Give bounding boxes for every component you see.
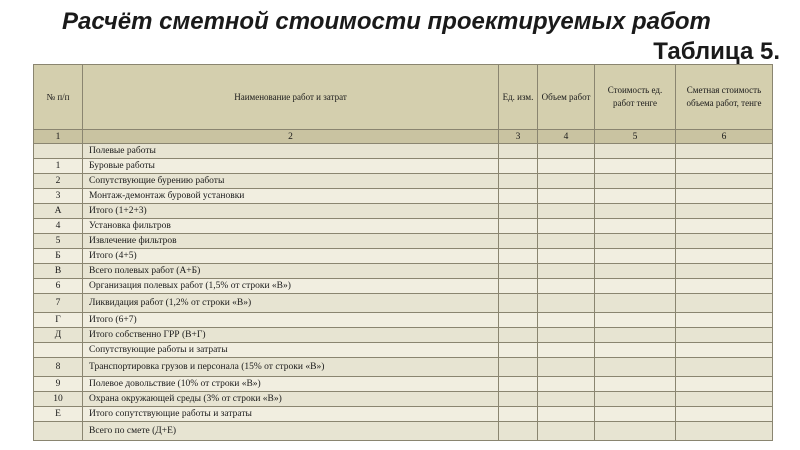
table-row [34,313,773,328]
table-row [34,343,773,358]
cell-unit-cost [595,159,676,174]
cell-volume [538,219,595,234]
cell-volume [538,279,595,294]
cell-estimated-cost [676,144,773,159]
cell-unit [499,249,538,264]
row-number: 3 [34,189,83,204]
cell-volume [538,144,595,159]
cell-unit-cost [595,279,676,294]
row-name: Монтаж-демонтаж буровой установки [83,189,499,204]
cell-unit-cost [595,234,676,249]
cell-volume [538,328,595,343]
cell-unit [499,422,538,441]
cell-estimated-cost [676,422,773,441]
cell-volume [538,159,595,174]
cell-estimated-cost [676,358,773,377]
cell-estimated-cost [676,219,773,234]
row-name: Итого сопутствующие работы и затраты [83,407,499,422]
row-name: Ликвидация работ (1,2% от строки «В») [83,294,499,313]
row-number: А [34,204,83,219]
row-number: Б [34,249,83,264]
row-name: Транспортировка грузов и персонала (15% от строки «В») [83,358,499,377]
cell-unit [499,219,538,234]
cell-unit-cost [595,343,676,358]
table-row [34,422,773,441]
cell-unit [499,294,538,313]
cell-estimated-cost [676,328,773,343]
row-number: 10 [34,392,83,407]
cell-unit [499,407,538,422]
column-number: 3 [499,130,538,144]
cell-estimated-cost [676,234,773,249]
row-number: 1 [34,159,83,174]
table-row [34,294,773,313]
cell-unit-cost [595,392,676,407]
table-row [34,249,773,264]
cell-unit-cost [595,264,676,279]
row-name: Итого (4+5) [83,249,499,264]
row-number: 2 [34,174,83,189]
cell-estimated-cost [676,377,773,392]
cell-unit-cost [595,313,676,328]
col-header-unit: Ед. изм. [499,65,538,130]
cell-unit [499,377,538,392]
cell-estimated-cost [676,249,773,264]
column-number: 5 [595,130,676,144]
cell-volume [538,313,595,328]
table-row [34,174,773,189]
cell-unit [499,328,538,343]
cell-estimated-cost [676,159,773,174]
cell-unit-cost [595,407,676,422]
cell-estimated-cost [676,189,773,204]
row-name: Сопутствующие работы и затраты [83,343,499,358]
row-name: Полевое довольствие (10% от строки «В») [83,377,499,392]
cell-volume [538,343,595,358]
cell-volume [538,358,595,377]
table-row [34,159,773,174]
row-number: 4 [34,219,83,234]
cell-unit [499,174,538,189]
column-number: 1 [34,130,83,144]
cell-unit [499,392,538,407]
row-number: В [34,264,83,279]
cell-unit [499,343,538,358]
table-caption: Таблица 5. [653,38,780,65]
column-number: 4 [538,130,595,144]
cell-unit [499,279,538,294]
row-number: Г [34,313,83,328]
cell-volume [538,377,595,392]
row-name: Всего полевых работ (А+Б) [83,264,499,279]
cell-volume [538,189,595,204]
cell-estimated-cost [676,392,773,407]
cell-unit [499,159,538,174]
cell-unit-cost [595,144,676,159]
cell-estimated-cost [676,343,773,358]
cell-estimated-cost [676,264,773,279]
cell-unit-cost [595,377,676,392]
cell-volume [538,264,595,279]
cell-volume [538,174,595,189]
table-row [34,144,773,159]
row-name: Сопутствующие бурению работы [83,174,499,189]
cell-unit-cost [595,294,676,313]
cell-estimated-cost [676,313,773,328]
row-number: Д [34,328,83,343]
row-number [34,343,83,358]
estimate-table [33,64,773,441]
row-number: 8 [34,358,83,377]
column-number: 6 [676,130,773,144]
col-header-volume: Объем работ [538,65,595,130]
header-row [34,65,773,130]
table-row [34,407,773,422]
col-header-number: № п/п [34,65,83,130]
cell-unit [499,144,538,159]
cell-unit-cost [595,189,676,204]
table-row [34,204,773,219]
cell-volume [538,422,595,441]
cell-volume [538,234,595,249]
cell-unit [499,358,538,377]
row-name: Извлечение фильтров [83,234,499,249]
cell-estimated-cost [676,294,773,313]
table-row [34,219,773,234]
cell-volume [538,204,595,219]
cell-unit [499,264,538,279]
row-name: Всего по смете (Д+Е) [83,422,499,441]
col-header-name: Наименование работ и затрат [83,65,499,130]
row-number [34,422,83,441]
table-row [34,328,773,343]
cell-unit [499,204,538,219]
cell-unit-cost [595,174,676,189]
cell-unit-cost [595,219,676,234]
cell-estimated-cost [676,279,773,294]
cell-unit [499,234,538,249]
row-name: Установка фильтров [83,219,499,234]
row-number: 9 [34,377,83,392]
col-header-estimated-cost: Сметная стоимость объема работ, тенге [676,65,773,130]
table-row [34,377,773,392]
cell-estimated-cost [676,407,773,422]
row-name: Организация полевых работ (1,5% от строки «В») [83,279,499,294]
row-name: Охрана окружающей среды (3% от строки «В») [83,392,499,407]
cell-unit-cost [595,249,676,264]
row-number: 6 [34,279,83,294]
table-row [34,392,773,407]
row-number: 5 [34,234,83,249]
table-row [34,264,773,279]
row-number: 7 [34,294,83,313]
table-row [34,279,773,294]
cell-volume [538,249,595,264]
row-name: Итого (1+2+3) [83,204,499,219]
column-number: 2 [83,130,499,144]
row-name: Буровые работы [83,159,499,174]
row-number [34,144,83,159]
page-title: Расчёт сметной стоимости проектируемых работ [62,8,711,35]
cell-unit-cost [595,204,676,219]
cell-estimated-cost [676,174,773,189]
cell-unit-cost [595,328,676,343]
cell-volume [538,294,595,313]
cell-volume [538,392,595,407]
table-body [34,144,773,441]
cell-volume [538,407,595,422]
table-row [34,189,773,204]
cell-unit-cost [595,358,676,377]
col-header-unit-cost: Стоимость ед. работ тенге [595,65,676,130]
cell-unit-cost [595,422,676,441]
table-row [34,358,773,377]
column-number-row [34,130,773,144]
row-name: Итого собственно ГРР (В+Г) [83,328,499,343]
cell-unit [499,313,538,328]
row-name: Итого (6+7) [83,313,499,328]
cell-unit [499,189,538,204]
row-number: Е [34,407,83,422]
table-row [34,234,773,249]
row-name: Полевые работы [83,144,499,159]
cell-estimated-cost [676,204,773,219]
